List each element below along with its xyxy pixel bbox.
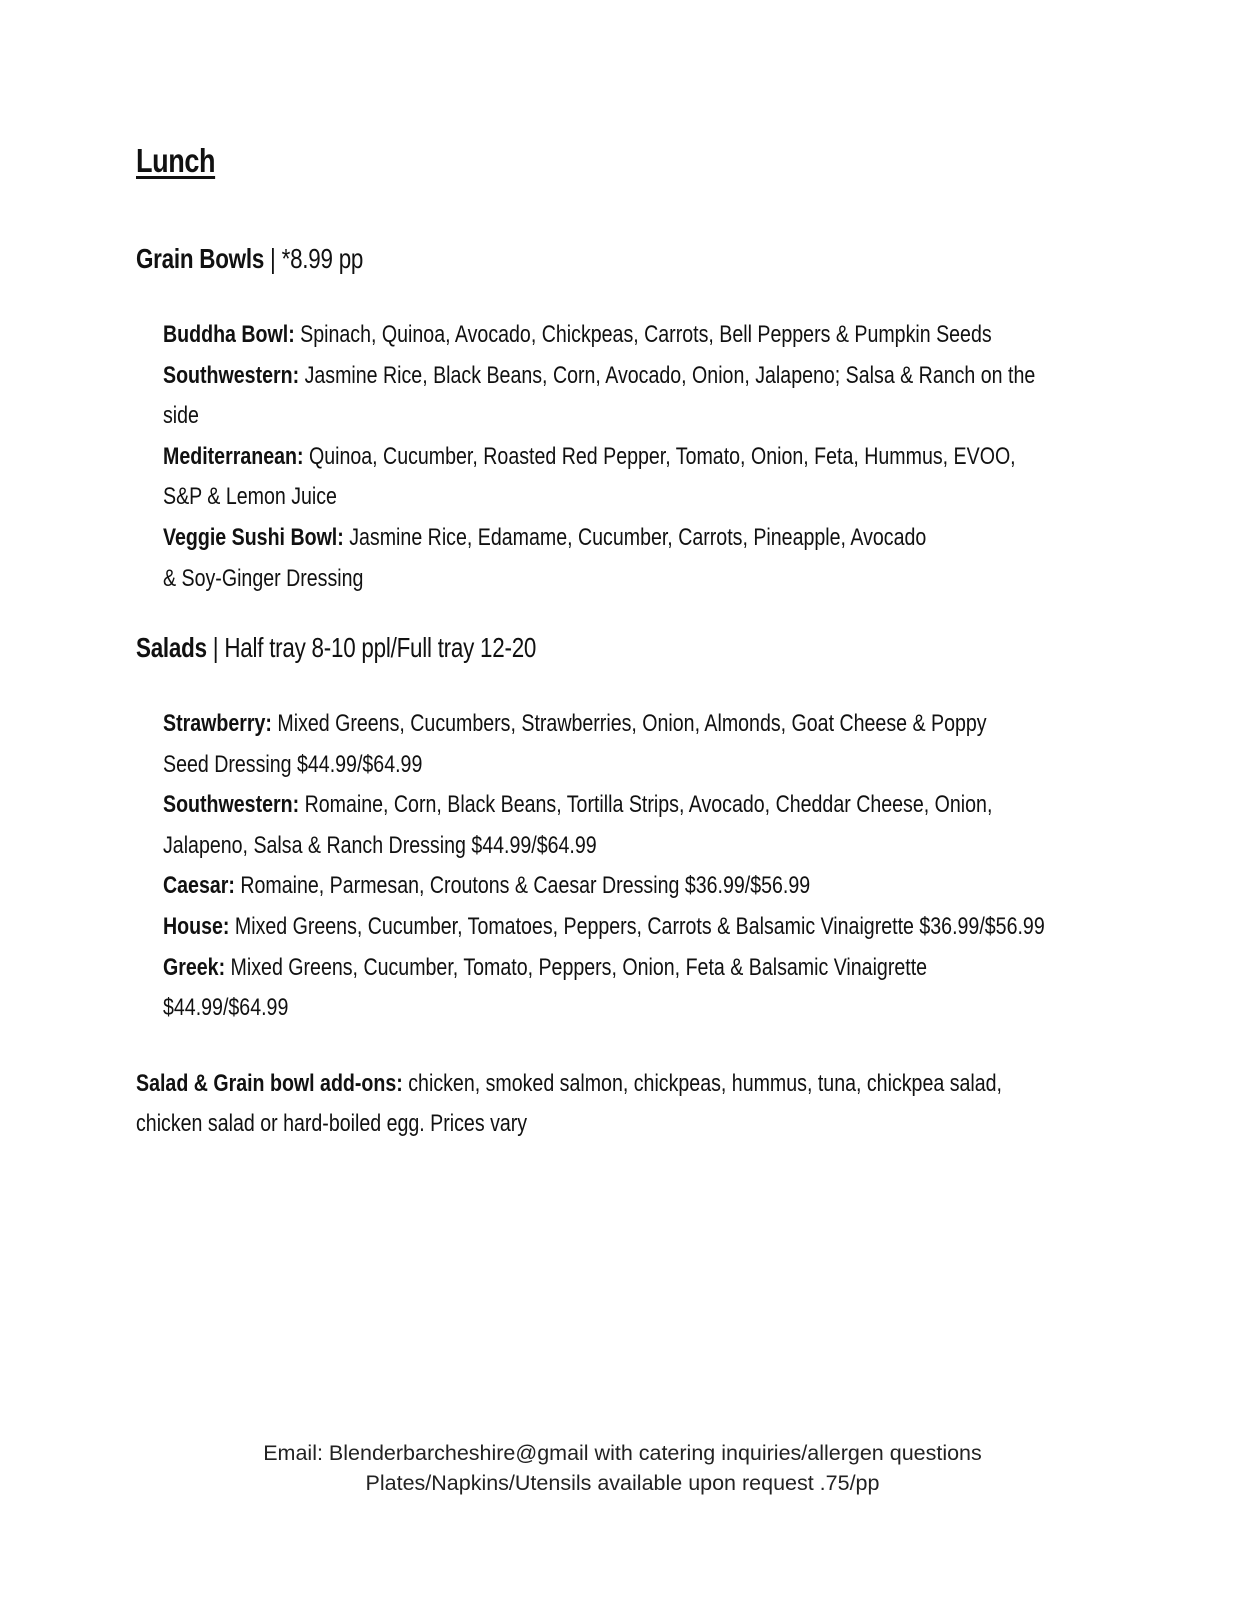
item-name: Mediterranean:	[163, 442, 304, 470]
grain-bowls-heading	[136, 243, 363, 275]
list-item	[163, 437, 1059, 518]
footer-email-line: Email: Blenderbarcheshire@gmail with catering inquiries/allergen questions	[263, 1441, 982, 1465]
grain-bowls-title: Grain Bowls	[136, 243, 265, 274]
item-name: Greek:	[163, 953, 226, 981]
item-description: Mixed Greens, Cucumber, Tomatoes, Peppers, Carrots & Balsamic Vinaigrette $36.99/$56.99	[229, 912, 1045, 940]
list-item	[163, 866, 1027, 907]
item-description: Mixed Greens, Cucumber, Tomato, Peppers, Onion, Feta & Balsamic Vinaigrette $44.99/$64.99	[163, 953, 928, 1022]
item-description: Spinach, Quinoa, Avocado, Chickpeas, Carrots, Bell Peppers & Pumpkin Seeds	[294, 321, 992, 348]
item-description: Mixed Greens, Cucumbers, Strawberries, Onion, Almonds, Goat Cheese & Poppy Seed Dressing $44.99/$64.99	[163, 710, 987, 778]
item-description: Jasmine Rice, Black Beans, Corn, Avocado, Onion, Jalapeno; Salsa & Ranch on the side	[163, 361, 1036, 430]
item-description: Jasmine Rice, Edamame, Cucumber, Carrots, Pineapple, Avocado & Soy-Ginger Dressing	[163, 523, 927, 592]
salads-separator: |	[206, 632, 225, 663]
item-name: Veggie Sushi Bowl:	[163, 523, 344, 551]
list-item	[163, 315, 1043, 356]
item-name: Southwestern:	[163, 791, 300, 819]
footer-plates-line: Plates/Napkins/Utensils available upon request .75/pp	[365, 1471, 880, 1495]
salads-list	[163, 704, 1045, 1029]
list-item	[163, 785, 995, 866]
list-item	[163, 907, 1075, 948]
list-item	[163, 948, 947, 1029]
list-item	[163, 704, 1027, 785]
salads-tray-sizes: Half tray 8-10 ppl/Full tray 12-20	[224, 632, 537, 663]
salads-heading	[136, 632, 536, 664]
grain-bowls-price: *8.99 pp	[281, 243, 364, 274]
item-name: Southwestern:	[163, 361, 300, 389]
list-item	[163, 356, 1043, 437]
item-name: Strawberry:	[163, 710, 272, 737]
addons-note	[136, 1064, 1032, 1144]
grain-bowls-list	[163, 315, 1043, 599]
addons-label: Salad & Grain bowl add-ons:	[136, 1070, 403, 1097]
item-name: Buddha Bowl:	[163, 321, 295, 348]
item-description: Quinoa, Cucumber, Roasted Red Pepper, Tomato, Onion, Feta, Hummus, EVOO, S&P & Lemon Juice	[163, 442, 1016, 511]
page-title: Lunch	[136, 142, 216, 179]
item-name: Caesar:	[163, 872, 235, 900]
item-description: Romaine, Corn, Black Beans, Tortilla Strips, Avocado, Cheddar Cheese, Onion, Jalapeno, Salsa & Ranch Dressing $44.99/$64.99	[163, 791, 993, 859]
salads-title: Salads	[136, 632, 207, 663]
list-item	[163, 518, 931, 599]
addons-text: chicken, smoked salmon, chickpeas, hummus, tuna, chickpea salad, chicken salad or hard-boiled egg. Prices vary	[136, 1070, 1002, 1137]
grain-bowls-separator: |	[264, 243, 282, 274]
item-name: House:	[163, 912, 230, 940]
item-description: Romaine, Parmesan, Croutons & Caesar Dressing $36.99/$56.99	[234, 872, 811, 900]
